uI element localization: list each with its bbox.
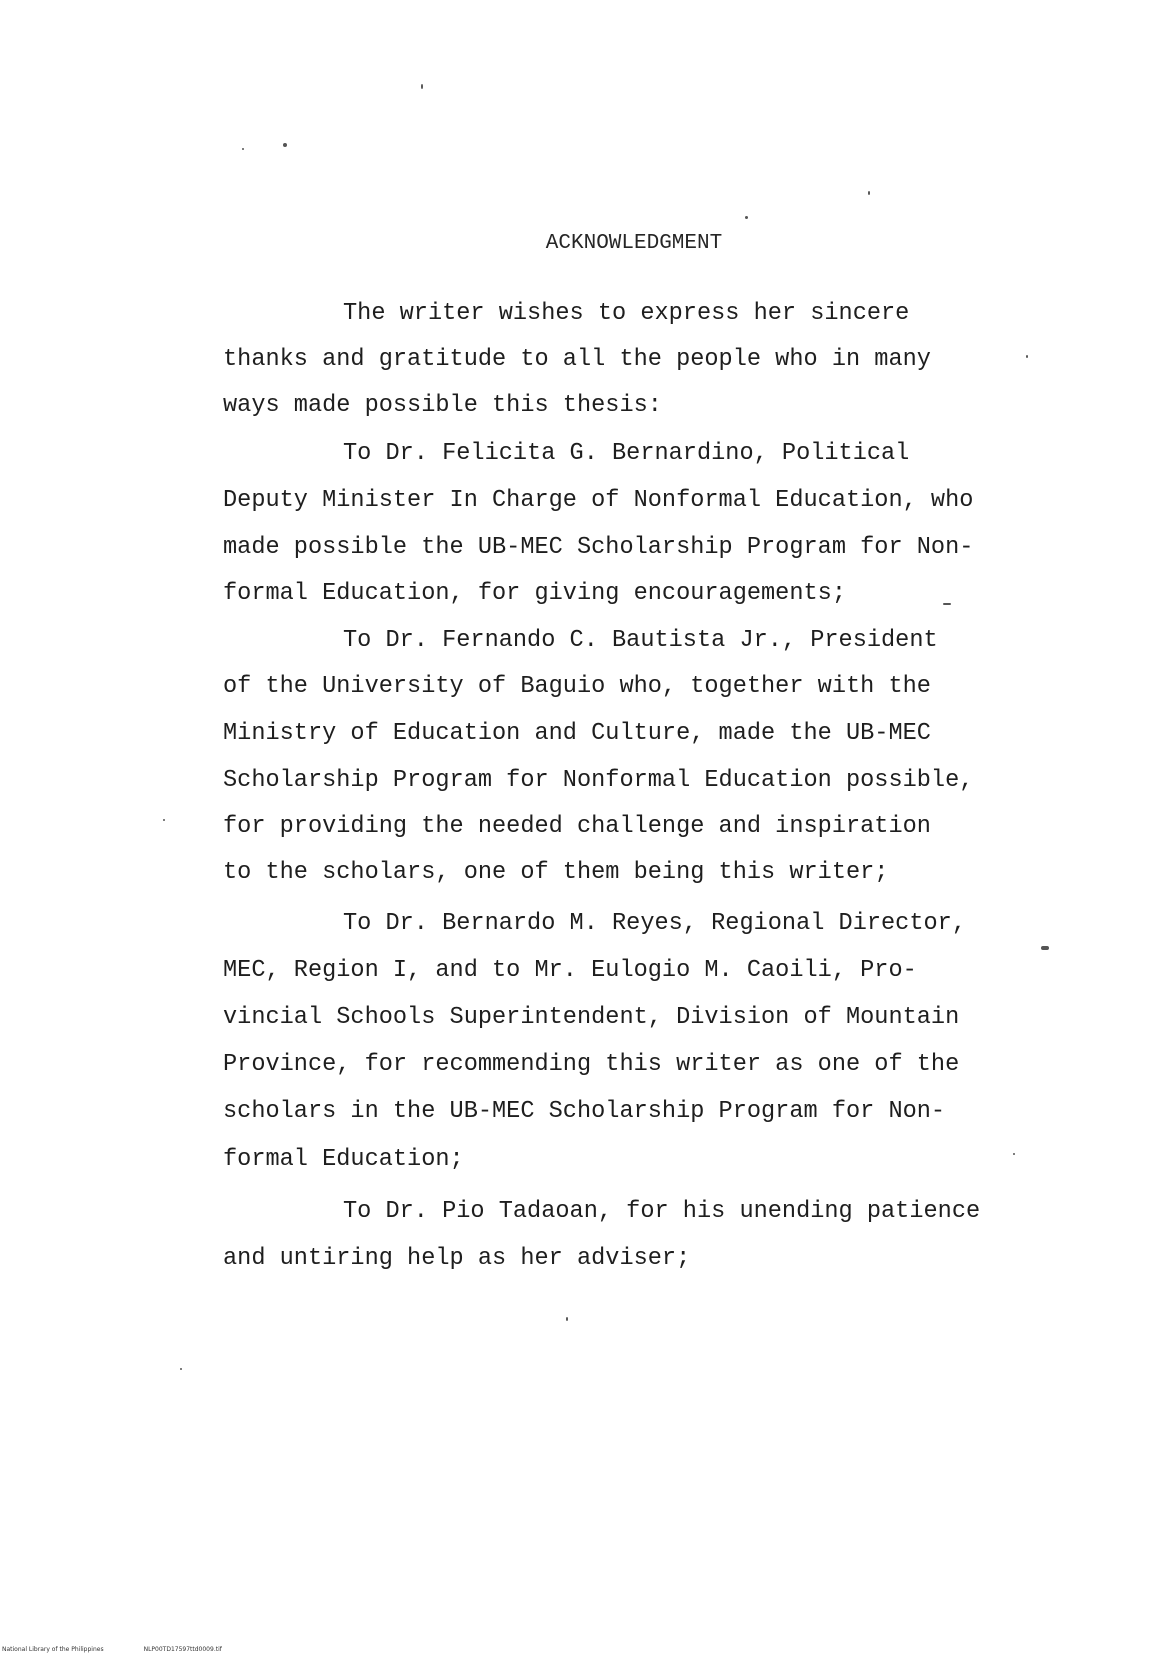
text-line: scholars in the UB-MEC Scholarship Program for Non-	[223, 1098, 946, 1125]
text-line: ways made possible this thesis:	[223, 392, 662, 419]
scan-speck	[745, 216, 748, 219]
scan-speck	[868, 191, 870, 195]
text-line: and untiring help as her adviser;	[223, 1245, 691, 1272]
text-line: for providing the needed challenge and inspiration	[223, 813, 931, 840]
text-line: To Dr. Bernardo M. Reyes, Regional Director,	[343, 910, 966, 937]
text-line: Province, for recommending this writer as one of the	[223, 1051, 960, 1078]
scan-speck	[566, 1317, 568, 1321]
scan-speck	[242, 148, 244, 150]
scan-speck	[283, 143, 287, 147]
text-line: To Dr. Pio Tadaoan, for his unending patience	[343, 1198, 981, 1225]
text-line: vincial Schools Superintendent, Division of Mountain	[223, 1004, 960, 1031]
text-line: Scholarship Program for Nonformal Education possible,	[223, 767, 974, 794]
text-line: made possible the UB-MEC Scholarship Program for Non-	[223, 534, 974, 561]
text-line: To Dr. Felicita G. Bernardino, Political	[343, 440, 910, 467]
page-title: ACKNOWLEDGMENT	[545, 232, 723, 255]
library-label: National Library of the Philippines	[2, 1646, 104, 1653]
scan-speck	[163, 819, 165, 821]
scan-speck	[1013, 1153, 1015, 1155]
file-name: NLP00TD17597ttd0009.tif	[143, 1646, 222, 1653]
scan-speck	[180, 1368, 182, 1370]
scan-speck	[1026, 355, 1028, 358]
scan-footer	[2, 1646, 222, 1653]
text-line: to the scholars, one of them being this writer;	[223, 859, 889, 886]
scan-speck	[943, 603, 951, 605]
text-line: The writer wishes to express her sincere	[343, 300, 910, 327]
text-line: of the University of Baguio who, together with the	[223, 673, 931, 700]
scan-speck	[1041, 946, 1049, 950]
text-line: MEC, Region I, and to Mr. Eulogio M. Caoili, Pro-	[223, 957, 917, 984]
text-line: formal Education, for giving encouragements;	[223, 580, 846, 607]
text-line: Ministry of Education and Culture, made the UB-MEC	[223, 720, 931, 747]
text-line: thanks and gratitude to all the people who in many	[223, 346, 931, 373]
scan-speck	[421, 84, 423, 89]
text-line: Deputy Minister In Charge of Nonformal Education, who	[223, 487, 974, 514]
text-line: formal Education;	[223, 1146, 464, 1173]
text-line: To Dr. Fernando C. Bautista Jr., President	[343, 627, 938, 654]
